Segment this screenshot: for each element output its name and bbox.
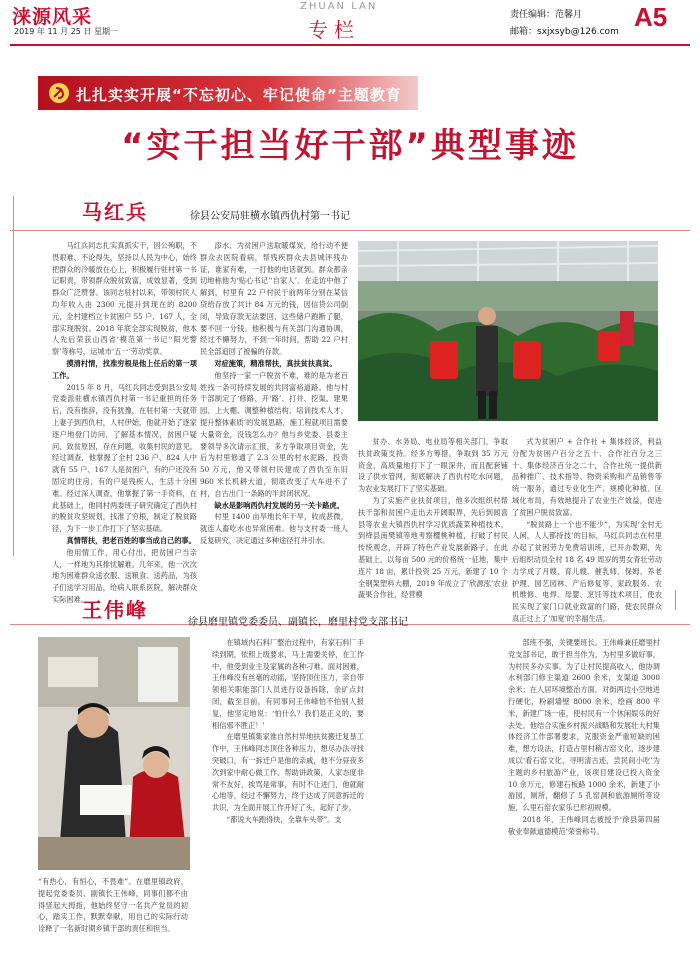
paragraph: 为了实施产业扶贫项目，他多次组织村帮扶干部和贫困户走出去开阔眼界，先后到闻喜县等农业大镇西仇村学习优质蔬菜种植技术，到绛县南樊镇等地考察樱桃种植，打破了村民传统观念，开辟了特色产业发展新路子。在此基础上，以每亩 500 元的价格统一征地，集中连片 18 亩，累计投资 25 万元，新建了 10 个全钢架塑料大棚，2019 年成立了‘欣源泓’农业蔬果合作社，经营模 (358, 495, 508, 600)
article-column (508, 637, 660, 957)
paragraph: “脱贫路上一个也不能少”，为实现‘全村无人闲，人人都持技’的目标，马红兵同志在村里办起了贫困劳力免费培训班，已开办数期，先后组织动员全村 18 名 49 周岁的男女青壮劳动力学成了月嫂、育儿嫂、催乳师、保姆、养老护理、园艺园林、产后修复等、家政服务、农机维修、电焊、母婴、烹饪等技术项目，使农民实现了家门口就业致富的门路，使农民群众真正过上了‘加宽’的幸福生活。 (512, 519, 662, 623)
profile-name: 王伟峰 (82, 598, 148, 622)
column-name-en: ZHUAN LAN (300, 1, 378, 12)
divider (10, 230, 690, 231)
paragraph: 部班不强，关键要班长。王伟峰兼任磨里村党支部书记，敢于担当作为，为村里多做好事，为村民多办实事。为了让村民提高收入，他协调水利部门修主渠道 2600 余米，支渠道 3000 余米；在人居环境整治方面，对街两边小空地进行硬化，粉刷墙壁 8000 余米，绘画 800 平米，新建广场一座，使村民有一个休闲娱乐的好去处。他结合实施乡村振兴战略和发展壮大村集体经济工作部署要求，克服资金严重短缺的困难，想方设法，打造占里村稍古窑文化，逐步建成以‘看石窑文化，寻明清古迹，尝民间小吃’为主题的乡村旅游产业，该项目建设已投入资金 10 余万元，修建石板路 1000 余米，新建了小游园，厕所，翻修了 5 孔窑洞和旅游厕所等设施，么里石窑农家乐已形初规模。 (508, 638, 660, 813)
divider (675, 590, 676, 610)
paragraph: 马红兵同志扎实真抓实干，因公殉职，不畏艰难、不论得失，坚持以人民为中心，始终把群众的冷暖放在心上，积极履行驻村第一书记职责，带领群众脱贫致富，成效显著，受到群众广泛赞誉。该同志驻村以来，带领村民人均年收入由 2300 元提升到现在的 8200 元，全村建档立卡贫困户 55 户、167 人，全部实现脱贫。2018 年底全部实现脱贫，他本人先后荣获山西省‘模范第一书记’‘阳光警察’等称号，运城市‘五一’劳动奖章。 (52, 241, 197, 357)
article-column (52, 240, 197, 604)
subheading: 缺水是影响西仇村发展的另一关卡路虎。 (214, 500, 344, 510)
paragraph: 式为贫困户 + 合作社 + 集体经济，利益分配为贫困户百分之五十、合作社百分之三十、集体经济百分之二十，合作社统一提供新品种推广、技术指导、物资采购和产品销售等统一服务，通过专业化生产、规模化种植、区域化布局，有效地提升了农业生产效益，促进了贫困户脱贫致富。 (512, 437, 662, 517)
article-column (212, 637, 364, 957)
photo-caption: “有热心，有恒心，不畏难”。在磨里镇政府，提起党委委员、副镇长王伟峰，同事们都不由得竖起大拇指，他始终坚守一名共产党员的初心，踏实工作，默默奉献，用自己的实际行动诠释了一名新时期乡镇干部的责任和担当。 (38, 877, 188, 934)
subheading: 摸清村情，找准穷根是他上任后的第一项工作。 (52, 358, 197, 380)
paragraph: 贫办、水务局、电业局等相关部门，争取扶贫政策支持。经多方筹措，争取到 35 万元资金，高质量地打下了一眼深井，而且配套铺设了供水管网，彻底解决了西仇村吃水问题，为农业发展打下了坚实基础。 (358, 437, 508, 494)
banner-text: 扎扎实实开展“不忘初心、牢记使命”主题教育 (76, 86, 402, 104)
masthead-rule (10, 44, 690, 46)
subheading: 真情帮扶，把老百姓的事当成自己的事。 (66, 535, 196, 545)
paragraph: 他坚持一家一户脱贫不难，难的是为老百姓找一条可持续发展的共同富裕道路。他与村干部制定了‘修路、开‘路’、打井、挖渠、建果园、上大棚、调整种植结构、培训技术人才，提升整体素质’的发展思路，施工程就项目需要大量资金，没钱怎么办？他与乡党委、县委主要领导多次请示汇报，多方争取项目资金，先后为村里修通了 2.3 公里的村水泥路，投资 50 万元，他又带领村民建成了西仇至东旧 960 米长机耕大道，彻底改变了大车进不了村，自古出门一条路的半封闭状况。 (200, 370, 348, 498)
article-column (200, 240, 348, 592)
profile-name: 马红兵 (82, 200, 148, 224)
page-headline: “实干担当好干部”典型事迹 (121, 126, 579, 166)
paragraph: 添水、为贫困户送取暖煤炭，给行动不便群众去医院看病，帮残疾群众去县城评残办证，谁家有难，一打他的电话就到。群众都亲切地称他为‘贴心书记’‘自家人’。在走访中他了解到，村里有 22 户村民于前两年分别在某信贷给存放了共计 84 万元的钱，因信贷公司倒闭，导致存款无法要回，这些储户跑断了腿，要不回一分钱。他积极与有关部门沟通协调，经过不懈努力，不到一年时间，帮助 22 户村民全部追回了被骗的存款。 (200, 241, 348, 357)
party-emblem-icon (48, 82, 70, 104)
article-column (512, 436, 662, 623)
paragraph: 2015 年 8 月，马红兵同志受到县公安局党委派驻横水镇西仇村第一书记重担的任务后，没有推辞，没有犹豫，在驻村第一天就带上妻子到西仇村，人村伊始，他就开始了逐家逐户地登门访问，了解基本情况，贫困户疑问、致贫原因，存在问题，收集村民的意见。经过调查，他掌握了全村 236 户、824 人中就有 55 户、167 人是贫困户，有的户还没有固定的住房，有的户是残疾人，生活十分困难。经过深入调查，他掌握了第一手资料，在此基础上，他同村两委班子研究确定了西仇村的脱贫攻坚规划，找准了穷根，制定了脱贫路径，为下一步工作打下了坚实基础。 (52, 382, 197, 534)
profile-title: 徐县磨里镇党委委员、副镇长，磨里村党支部书记 (188, 617, 408, 628)
paragraph: “都说大车跑得快，全靠车头带”。支 (226, 814, 342, 824)
editor-email: 邮箱：sxjxsyb@126.com (510, 27, 619, 37)
paragraph: 在磨里镇集家淮自然村异地扶贫搬迁复垦工作中，王伟峰同志顶住各种压力，想尽办法寻找突破口，有一拆迁户是他的亲戚，他不分昼夜多次到家中耐心做工作，帮助讲政策，人家态度非常不友好，挨骂是常事，有时不让进门，他就耐心地等，经过不懈努力，终于达成了同意拆迁的共识，为全面开展工作开好了头，起好了步。 (212, 732, 364, 813)
article-column (358, 436, 508, 600)
newspaper-masthead: 涞源风采 (12, 6, 93, 28)
divider (13, 196, 14, 556)
paragraph: 2018 年，王伟峰同志被授予‘徐县第四届敬业奉献道德模范’荣誉称号。 (508, 814, 660, 836)
paragraph: 他用情工作，用心付出，把贫困户当亲人，一样地为其排忧解难。几年来，他一次次地为困难群众送衣服、送粮食、送药品，为孩子们送学习用品，给病人联系医院，解决群众实际困难。 (52, 547, 197, 604)
page-number: A5 (634, 2, 668, 32)
greenhouse-photo (358, 241, 658, 421)
issue-date: 2019 年 11 月 25 日 星期一 (14, 27, 118, 36)
column-name-cn: 专栏 (308, 18, 360, 42)
subheading: 对症施策，精准帮扶，真扶贫扶真贫。 (214, 358, 337, 368)
profile-title: 徐县公安局驻横水镇西仇村第一书记 (190, 211, 350, 222)
meeting-photo (38, 637, 190, 870)
paragraph: 在镇域内石料厂整治过程中，有家石料厂手续到期，依照上级要求，马上需要关停，在工作中，他受到业主及家属的各种刁难。面对困难，王伟峰没有丝毫的动摇，坚持顶住压力，亲自带领相关职能部门人员进行设备拆除，余矿点封闭，截至目前，有同事问王伟峰怕不怕别人报复，他坚定地说：‘怕什么？我们是正义的，要相信邪不胜正！’ (212, 638, 364, 730)
editor-credit: 责任编辑：范馨月 (510, 10, 583, 20)
paragraph: 村里 1400 亩旱地长年干旱，收成甚微，就连人畜吃水也异常困难。他与支村委一班人反复研究，决定通过多种途径打井引水。 (200, 512, 348, 545)
